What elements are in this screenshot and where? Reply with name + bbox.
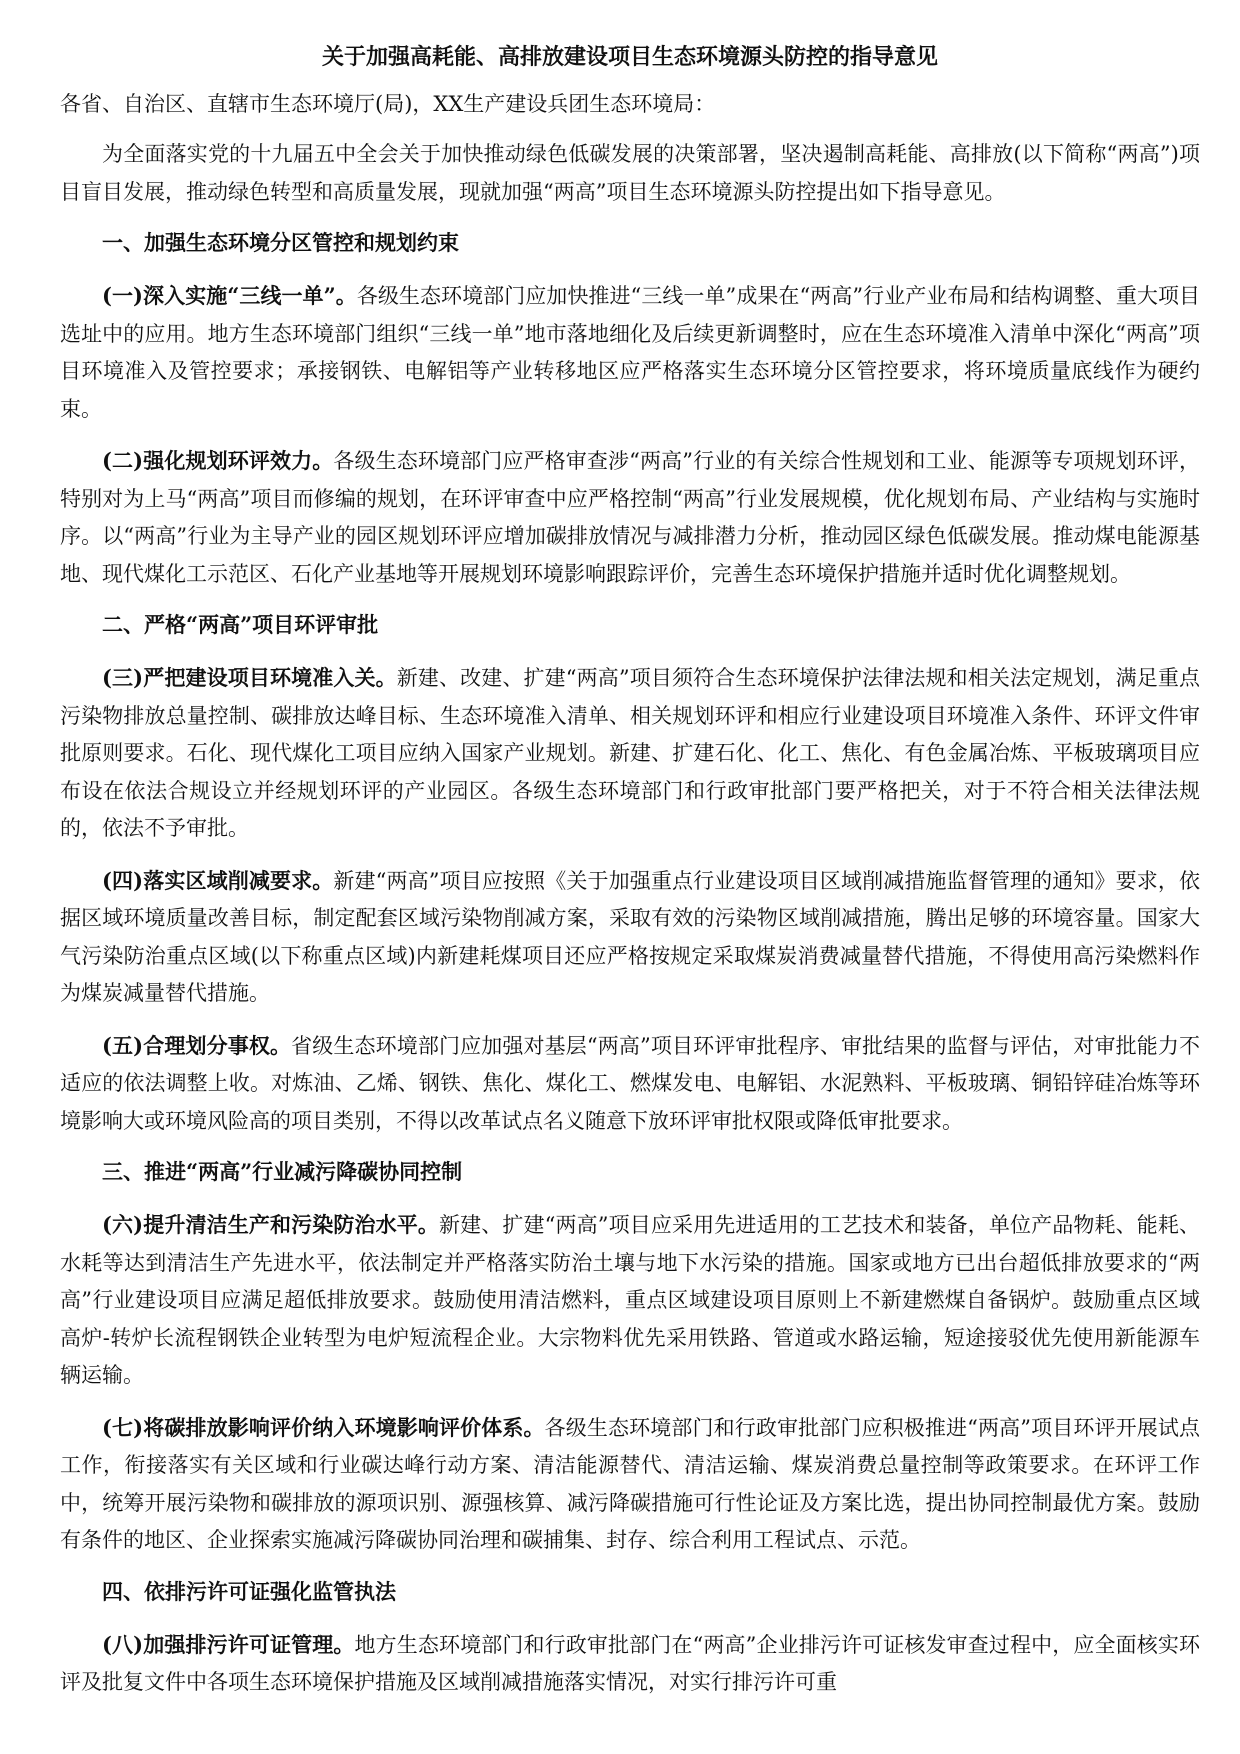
section-heading: 二、严格“两高”项目环评审批 [102, 612, 379, 637]
item-paragraph [60, 277, 1200, 428]
item-paragraph [60, 1206, 1200, 1395]
section-heading: 三、推进“两高”行业减污降碳协同控制 [102, 1159, 463, 1184]
item-paragraph [60, 1027, 1200, 1141]
item-text: 新建、扩建“两高”项目应采用先进适用的工艺技术和装备，单位产品物耗、能耗、水耗等达到清洁生产先进水平，依法制定并严格落实防治土壤与地下水污染的措施。国家或地方已出台超低排放要求的“两高”行业建设项目应满足超低排放要求。鼓励使用清洁燃料，重点区域建设项目原则上不新建燃煤自备锅炉。鼓励重点区域高炉-转炉长流程钢铁企业转型为电炉短流程企业。大宗物料优先采用铁路、管道或水路运输，短途接驳优先使用新能源车辆运输。 [60, 1213, 1201, 1387]
item-text: 地方生态环境部门和行政审批部门在“两高”企业排污许可证核发审查过程中，应全面核实环评及批复文件中各项生态环境保护措施及区域削减措施落实情况，对实行排污许可重 [60, 1632, 1201, 1694]
item-text: 新建“两高”项目应按照《关于加强重点行业建设项目区域削减措施监督管理的通知》要求，依据区域环境质量改善目标，制定配套区域污染物削减方案，采取有效的污染物区域削减措施，腾出足够的环境容量。国家大气污染防治重点区域(以下称重点区域)内新建耗煤项目还应严格按规定采取煤炭消费减量替代措施，不得使用高污染燃料作为煤炭减量替代措施。 [60, 868, 1201, 1005]
section-heading: 四、依排污许可证强化监管执法 [102, 1578, 396, 1604]
intro-paragraph: 为全面落实党的十九届五中全会关于加快推动绿色低碳发展的决策部署，坚决遏制高耗能、高排放(以下简称“两高”)项目盲目发展，推动绿色转型和高质量发展，现就加强“两高”项目生态环境源头防控提出如下指导意见。 [60, 142, 1200, 204]
item-paragraph [60, 1626, 1200, 1702]
item-title: (三)严把建设项目环境准入关。 [102, 665, 397, 690]
item-paragraph [60, 659, 1200, 848]
item-paragraph [60, 442, 1200, 593]
item-title: (五)合理划分事权。 [102, 1032, 292, 1058]
document-title: 关于加强高耗能、高排放建设项目生态环境源头防控的指导意见 [321, 44, 938, 70]
item-title: (一)深入实施“三线一单”。 [102, 283, 357, 308]
item-title: (七)将碳排放影响评价纳入环境影响评价体系。 [102, 1414, 545, 1440]
item-paragraph [60, 1409, 1200, 1560]
item-title: (八)加强排污许可证管理。 [102, 1631, 355, 1657]
item-text: 各级生态环境部门和行政审批部门应积极推进“两高”项目环评开展试点工作，衔接落实有关区域和行业碳达峰行动方案、清洁能源替代、清洁运输、煤炭消费总量控制等政策要求。在环评工作中，统筹开展污染物和碳排放的源项识别、源强核算、减污降碳措施可行性论证及方案比选，提出协同控制最优方案。鼓励有条件的地区、企业探索实施减污降碳协同治理和碳捕集、封存、综合利用工程试点、示范。 [60, 1415, 1200, 1552]
item-text: 新建、改建、扩建“两高”项目须符合生态环境保护法律法规和相关法定规划，满足重点污染物排放总量控制、碳排放达峰目标、生态环境准入清单、相关规划环评和相应行业建设项目环境准入条件、环评文件审批原则要求。石化、现代煤化工项目应纳入国家产业规划。新建、扩建石化、化工、焦化、有色金属冶炼、平板玻璃项目应布设在依法合规设立并经规划环评的产业园区。各级生态环境部门和行政审批部门要严格把关，对于不符合相关法律法规的，依法不予审批。 [60, 666, 1201, 840]
item-title: (四)落实区域削减要求。 [102, 867, 334, 893]
item-title: (六)提升清洁生产和污染防治水平。 [102, 1212, 440, 1237]
addressee-line: 各省、自治区、直辖市生态环境厅(局)，XX生产建设兵团生态环境局： [60, 92, 716, 116]
item-text: 省级生态环境部门应加强对基层“两高”项目环评审批程序、审批结果的监督与评估，对审批能力不适应的依法调整上收。对炼油、乙烯、钢铁、焦化、煤化工、燃煤发电、电解铝、水泥熟料、平板玻璃、铜铅锌硅冶炼等环境影响大或环境风险高的项目类别，不得以改革试点名义随意下放环评审批权限或降低审批要求。 [60, 1033, 1201, 1133]
item-text: 各级生态环境部门应严格审查涉“两高”行业的有关综合性规划和工业、能源等专项规划环评，特别对为上马“两高”项目而修编的规划，在环评审查中应严格控制“两高”行业发展规模，优化规划布局、产业结构与实施时序。以“两高”行业为主导产业的园区规划环评应增加碳排放情况与减排潜力分析，推动园区绿色低碳发展。推动煤电能源基地、现代煤化工示范区、石化产业基地等开展规划环境影响跟踪评价，完善生态环境保护措施并适时优化调整规划。 [60, 449, 1201, 586]
item-title: (二)强化规划环评效力。 [102, 448, 334, 473]
item-text: 各级生态环境部门应加快推进“三线一单”成果在“两高”行业产业布局和结构调整、重大项目选址中的应用。地方生态环境部门组织“三线一单”地市落地细化及后续更新调整时，应在生态环境准入清单中深化“两高”项目环境准入及管控要求；承接钢铁、电解铝等产业转移地区应严格落实生态环境分区管控要求，将环境质量底线作为硬约束。 [60, 284, 1201, 421]
document-page [60, 40, 1200, 1716]
section-heading: 一、加强生态环境分区管控和规划约束 [102, 230, 459, 255]
item-paragraph [60, 862, 1200, 1013]
